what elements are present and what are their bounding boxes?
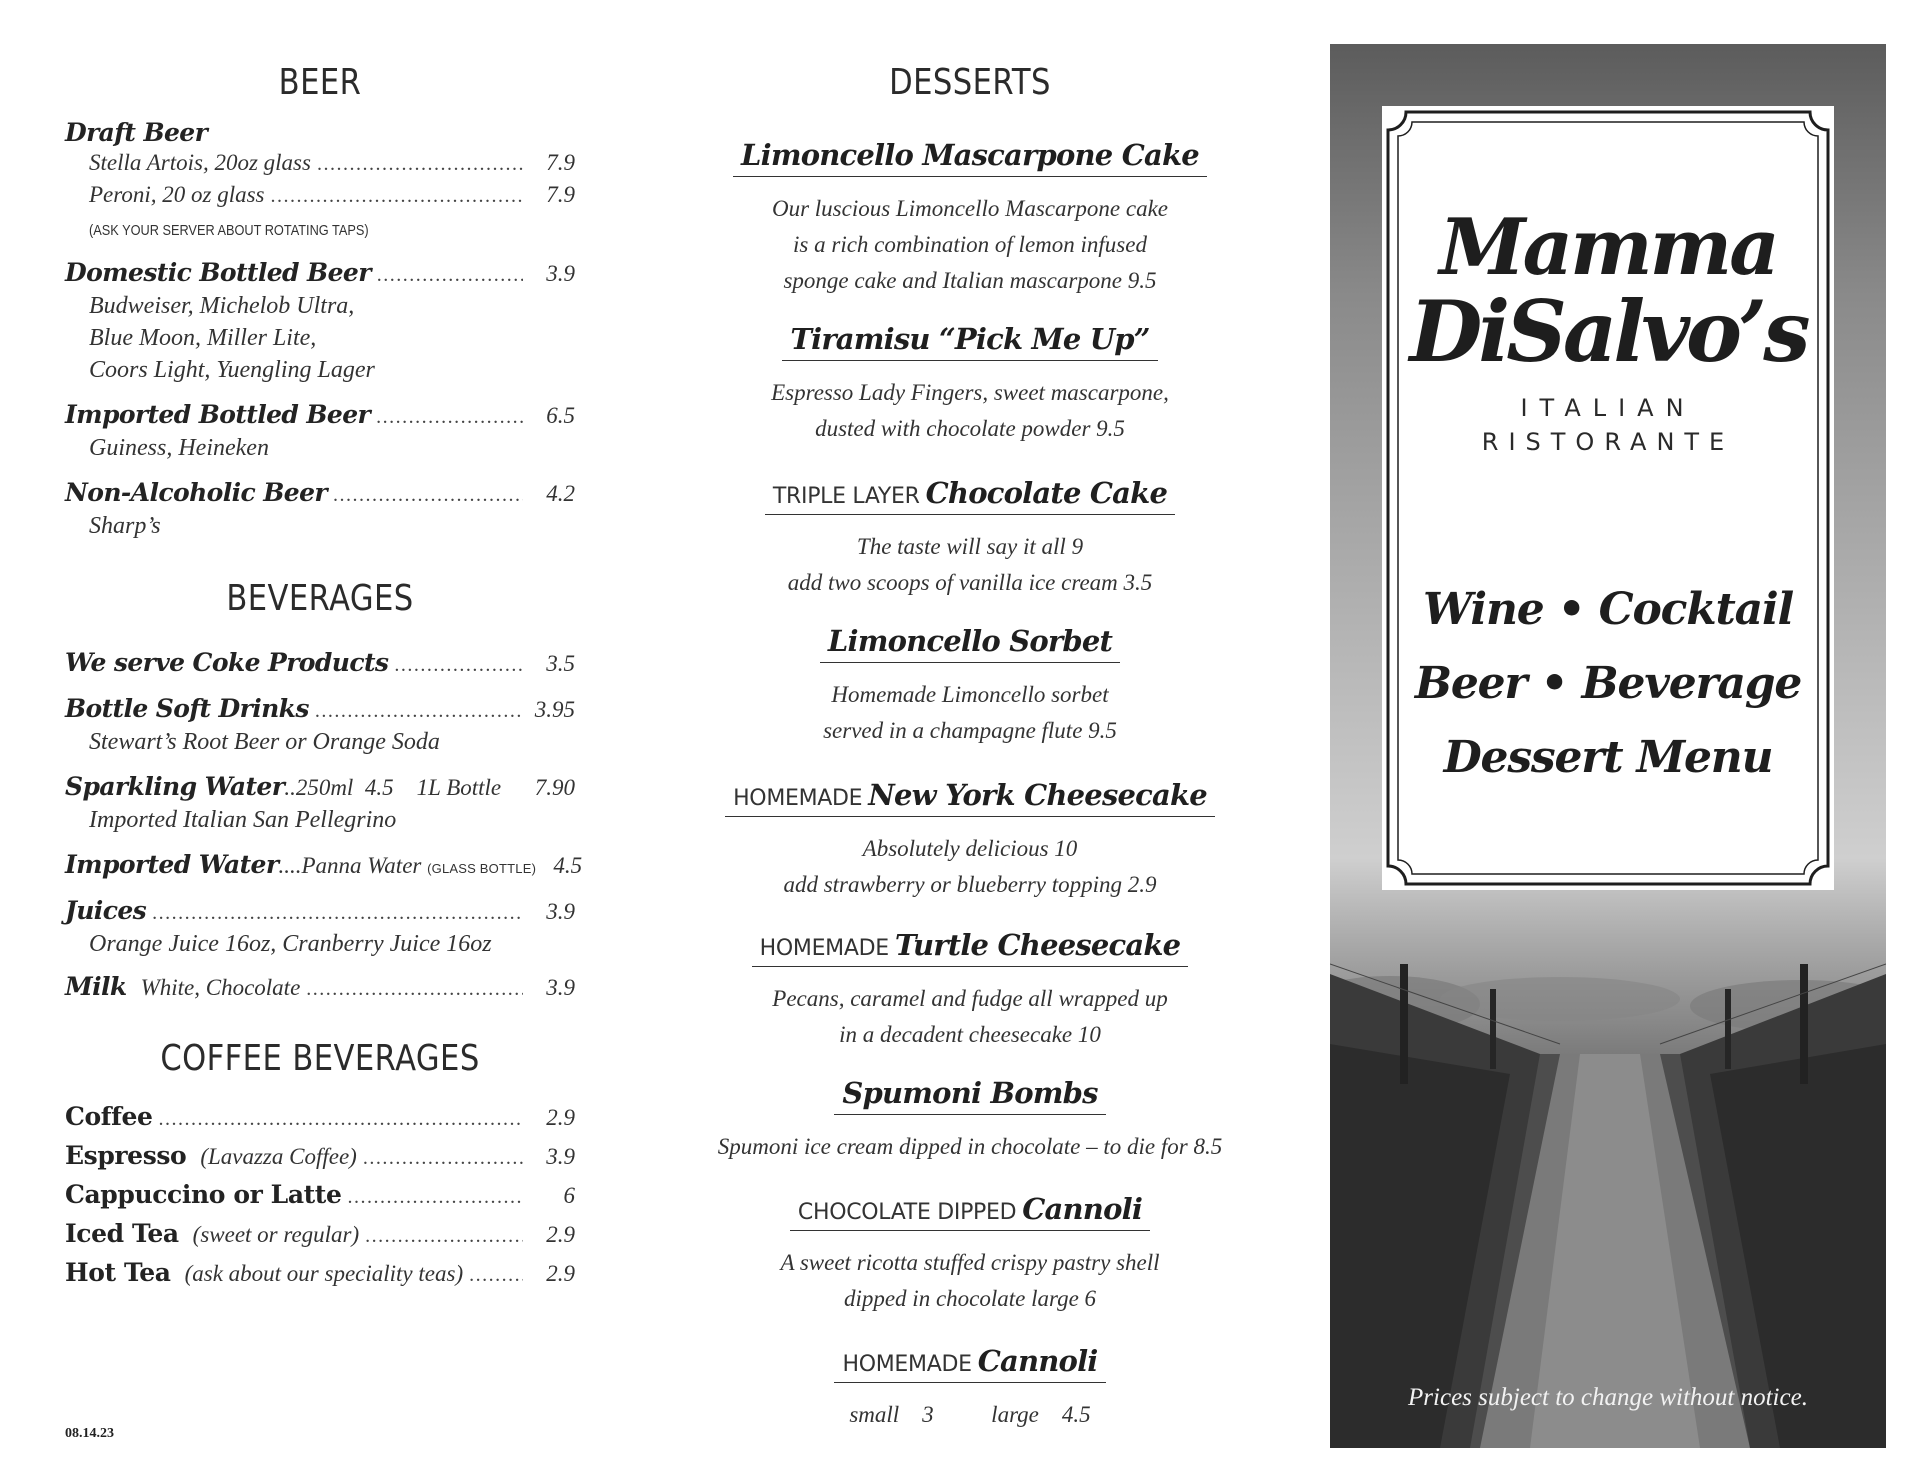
dessert-title-inner	[834, 1076, 1105, 1115]
brand-sub-ristorante: RISTORANTE	[1481, 428, 1735, 456]
milk-price: 3.9	[546, 975, 575, 1000]
juices-name: Juices	[65, 896, 147, 925]
dessert-name: Cannoli	[1022, 1192, 1143, 1226]
dessert-desc: served in a champagne flute 9.5	[823, 718, 1117, 743]
coke-name: We serve Coke Products	[65, 648, 389, 677]
coffee-heading: COFFEE BEVERAGES	[160, 1038, 480, 1079]
espresso-detail: (Lavazza Coffee)	[200, 1144, 357, 1169]
dessert-title	[700, 1344, 1240, 1383]
soft-drinks-line: Stewart’s Root Beer or Orange Soda	[89, 729, 440, 755]
non-alcoholic-beer-name: Non-Alcoholic Beer	[65, 478, 327, 507]
imported-beer-row	[65, 400, 575, 432]
dessert-name: Tiramisu “Pick Me Up”	[790, 322, 1150, 356]
dessert-title	[700, 476, 1240, 515]
desserts-heading: DESSERTS	[889, 62, 1051, 103]
dessert-title-inner	[752, 928, 1189, 967]
dessert-title-inner	[834, 1344, 1105, 1383]
dessert-name: Cannoli	[977, 1344, 1098, 1378]
iced-tea-name: Iced Tea	[65, 1219, 179, 1248]
milk-row	[65, 972, 575, 1004]
draft-item-price: 7.9	[546, 182, 575, 207]
dessert-prefix: TRIPLE LAYER	[772, 484, 920, 509]
iced-tea-detail: (sweet or regular)	[192, 1222, 360, 1247]
draft-note: (ASK YOUR SERVER ABOUT ROTATING TAPS)	[89, 222, 369, 239]
imported-water-detail	[278, 853, 536, 879]
leader-dots	[394, 654, 523, 677]
iced-tea-price: 2.9	[546, 1222, 575, 1247]
draft-item-row	[89, 150, 575, 182]
dessert-desc: Pecans, caramel and fudge all wrapped up	[772, 986, 1168, 1011]
dessert-desc: A sweet ricotta stuffed crispy pastry shell	[780, 1250, 1160, 1275]
domestic-beer-row	[65, 258, 575, 290]
dessert-desc: Our luscious Limoncello Mascarpone cake	[771, 196, 1169, 221]
beverages-heading: BEVERAGES	[226, 578, 414, 619]
imported-beer-price: 6.5	[546, 403, 575, 428]
price-notice: Prices subject to change without notice.	[1408, 1384, 1808, 1411]
dessert-desc: Espresso Lady Fingers, sweet mascarpone,	[771, 380, 1169, 405]
domestic-beer-line: Blue Moon, Miller Lite,	[89, 325, 317, 351]
dessert-title	[700, 322, 1240, 361]
leader-dots	[377, 264, 523, 287]
menu-line-dessert-menu: Dessert Menu	[1443, 732, 1773, 783]
non-alcoholic-beer-line: Sharp’s	[89, 513, 161, 539]
imported-beer-line: Guiness, Heineken	[89, 435, 269, 461]
draft-beer-title: Draft Beer	[65, 118, 208, 147]
brand-name-line1: Mamma	[1439, 202, 1777, 293]
iced-tea-row	[65, 1219, 575, 1251]
draft-item-price: 7.9	[546, 150, 575, 175]
draft-item-row	[89, 182, 575, 214]
leader-dots	[315, 700, 523, 723]
menu-line-wine-cocktail: Wine • Cocktail	[1422, 584, 1793, 635]
non-alcoholic-beer-price: 4.2	[546, 481, 575, 506]
coffee-name: Coffee	[65, 1102, 153, 1131]
domestic-beer-price: 3.9	[546, 261, 575, 286]
milk-name: Milk	[65, 972, 127, 1001]
dessert-name: Turtle Cheesecake	[894, 928, 1181, 962]
hot-tea-name: Hot Tea	[65, 1258, 171, 1287]
coke-row	[65, 648, 575, 680]
leader-dots	[347, 1186, 523, 1209]
leader-dots	[317, 153, 523, 176]
coke-price: 3.5	[546, 651, 575, 676]
dessert-title-inner	[733, 138, 1207, 177]
draft-item-name: Stella Artois, 20oz glass	[89, 150, 311, 175]
dessert-title	[700, 778, 1240, 817]
imported-water-name: Imported Water	[65, 850, 279, 879]
dessert-prefix: HOMEMADE	[733, 786, 863, 811]
dessert-desc: is a rich combination of lemon infused	[793, 232, 1147, 257]
dessert-desc: dipped in chocolate large 6	[843, 1286, 1097, 1311]
cover-panel	[1330, 44, 1886, 1448]
dessert-desc: Homemade Limoncello sorbet	[831, 682, 1109, 707]
dessert-desc: in a decadent cheesecake 10	[839, 1022, 1101, 1047]
dessert-title	[700, 1076, 1240, 1115]
menu-line-beer-beverage: Beer • Beverage	[1414, 658, 1802, 709]
dessert-title-inner	[820, 624, 1120, 663]
leader-dots	[376, 406, 523, 429]
draft-beer-title-row	[65, 118, 575, 150]
dessert-title	[700, 138, 1240, 177]
soft-drinks-row	[65, 694, 575, 726]
dessert-desc: The taste will say it all 9	[856, 534, 1084, 559]
dessert-prefix: HOMEMADE	[759, 936, 889, 961]
dessert-title-inner	[782, 322, 1157, 361]
juices-price: 3.9	[546, 899, 575, 924]
imported-water-price: 4.5	[553, 853, 583, 878]
sparkling-water-line: Imported Italian San Pellegrino	[89, 807, 397, 833]
date-code: 08.14.23	[65, 1426, 114, 1441]
dessert-name: Limoncello Mascarpone Cake	[741, 138, 1199, 172]
leader-dots	[363, 1147, 523, 1170]
dessert-prefix: HOMEMADE	[842, 1352, 972, 1377]
leader-dots	[469, 1264, 523, 1287]
leader-dots	[271, 185, 524, 208]
dessert-desc: Absolutely delicious 10	[862, 836, 1078, 861]
sparkling-water-name: Sparkling Water	[65, 772, 285, 801]
dessert-desc: Spumoni ice cream dipped in chocolate – to die for 8.5	[717, 1134, 1223, 1159]
leader-dots	[159, 1108, 524, 1131]
domestic-beer-line: Coors Light, Yuengling Lager	[89, 357, 375, 383]
milk-detail: White, Chocolate	[140, 975, 301, 1000]
dessert-desc: add strawberry or blueberry topping 2.9	[783, 872, 1157, 897]
juices-row	[65, 896, 575, 928]
juices-line: Orange Juice 16oz, Cranberry Juice 16oz	[89, 931, 492, 957]
leader-dots	[152, 902, 523, 925]
leader-dots	[365, 1225, 523, 1248]
cappuccino-row	[65, 1180, 575, 1212]
title-sign	[1382, 106, 1834, 890]
draft-item-name: Peroni, 20 oz glass	[89, 182, 265, 207]
dessert-title-inner	[725, 778, 1215, 817]
brand-name-line2: DiSalvo’s	[1409, 282, 1807, 381]
dessert-title	[700, 624, 1240, 663]
domestic-beer-line: Budweiser, Michelob Ultra,	[89, 293, 355, 319]
soft-drinks-price: 3.95	[534, 697, 575, 722]
coffee-price: 2.9	[546, 1105, 575, 1130]
soft-drinks-name: Bottle Soft Drinks	[65, 694, 309, 723]
dessert-title	[700, 928, 1240, 967]
cappuccino-price: 6	[563, 1183, 575, 1208]
leader-dots	[333, 484, 523, 507]
espresso-price: 3.9	[546, 1144, 575, 1169]
cappuccino-name: Cappuccino or Latte	[65, 1180, 342, 1209]
dessert-desc: add two scoops of vanilla ice cream 3.5	[787, 570, 1153, 595]
imported-beer-name: Imported Bottled Beer	[65, 400, 371, 429]
imported-water-row	[65, 850, 583, 882]
sparkling-water-price: 7.90	[534, 775, 575, 800]
dessert-name: New York Cheesecake	[868, 778, 1207, 812]
imported-water-detail-text: ....Panna Water	[278, 853, 422, 878]
dessert-desc: sponge cake and Italian mascarpone 9.5	[783, 268, 1157, 293]
non-alcoholic-beer-row	[65, 478, 575, 510]
sparkling-water-row	[65, 772, 575, 804]
dessert-desc: small 3 large 4.5	[849, 1402, 1091, 1427]
dessert-title-inner	[765, 476, 1175, 515]
imported-water-detail-small: (GLASS BOTTLE)	[427, 861, 537, 876]
dessert-title-inner	[790, 1192, 1150, 1231]
beer-heading: BEER	[278, 62, 362, 103]
espresso-name: Espresso	[65, 1141, 187, 1170]
dessert-title	[700, 1192, 1240, 1231]
brand-sub-italian: ITALIAN	[1520, 394, 1696, 422]
dessert-name: Chocolate Cake	[925, 476, 1168, 510]
sparkling-water-detail: ..250ml 4.5 1L Bottle	[284, 775, 502, 800]
hot-tea-row	[65, 1258, 575, 1290]
dessert-name: Limoncello Sorbet	[827, 624, 1113, 658]
dessert-name: Spumoni Bombs	[842, 1076, 1098, 1110]
dessert-prefix: CHOCOLATE DIPPED	[797, 1200, 1017, 1225]
leader-dots	[306, 978, 523, 1001]
hot-tea-price: 2.9	[546, 1261, 575, 1286]
domestic-beer-name: Domestic Bottled Beer	[65, 258, 371, 287]
hot-tea-detail: (ask about our speciality teas)	[184, 1261, 464, 1286]
dessert-desc: dusted with chocolate powder 9.5	[815, 416, 1125, 441]
espresso-row	[65, 1141, 575, 1173]
coffee-row	[65, 1102, 575, 1134]
